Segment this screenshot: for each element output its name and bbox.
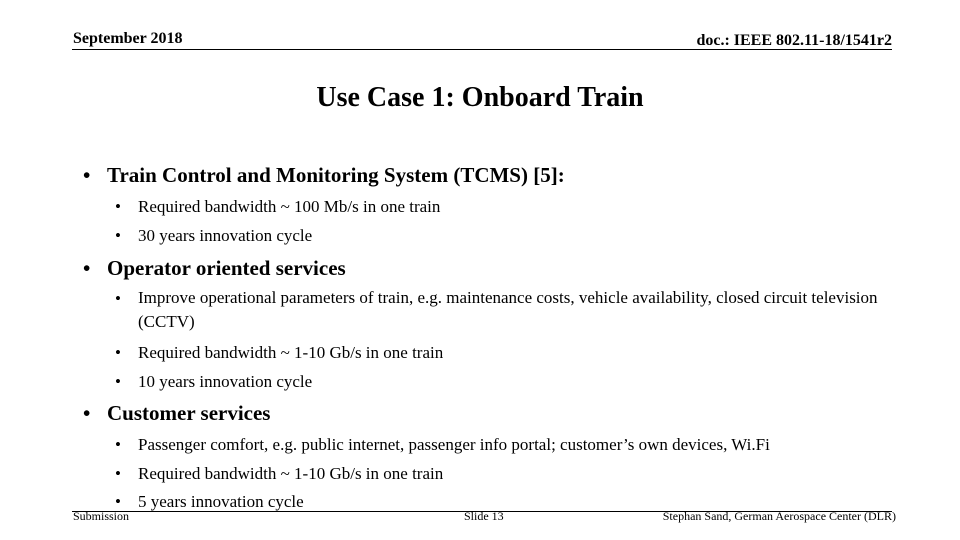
- list-item: Required bandwidth ~ 100 Mb/s in one train: [138, 197, 441, 216]
- list-item: Improve operational parameters of train, e.g. maintenance costs, vehicle availability, closed circuit television (CCTV): [138, 288, 878, 331]
- section-heading-customer: Customer services: [107, 401, 271, 425]
- bullet-icon: •: [115, 289, 121, 308]
- header-rule: [72, 49, 892, 50]
- bullet-icon: •: [83, 401, 91, 425]
- slide-title: Use Case 1: Onboard Train: [316, 82, 644, 113]
- footer-submission: Submission: [73, 509, 130, 523]
- list-item: Required bandwidth ~ 1-10 Gb/s in one train: [138, 464, 444, 483]
- slide-number: Slide 13: [464, 509, 504, 523]
- bullet-icon: •: [83, 163, 91, 187]
- list-item: 10 years innovation cycle: [138, 372, 313, 391]
- bullet-icon: •: [115, 372, 121, 391]
- list-item: 30 years innovation cycle: [138, 226, 313, 245]
- list-item: Passenger comfort, e.g. public internet, passenger info portal; customer’s own devices, Wi.Fi: [138, 435, 770, 454]
- section-heading-operator: Operator oriented services: [107, 256, 346, 280]
- list-item: Required bandwidth ~ 1-10 Gb/s in one train: [138, 343, 444, 362]
- bullet-icon: •: [115, 464, 121, 483]
- bullet-icon: •: [115, 492, 121, 511]
- bullet-icon: •: [115, 226, 121, 245]
- footer-author: Stephan Sand, German Aerospace Center (DLR): [662, 509, 896, 523]
- header-doc-id: doc.: IEEE 802.11-18/1541r2: [696, 32, 892, 49]
- bullet-icon: •: [115, 197, 121, 216]
- section-heading-tcms: Train Control and Monitoring System (TCMS) [5]:: [107, 163, 565, 187]
- bullet-icon: •: [83, 256, 91, 280]
- bullet-icon: •: [115, 435, 121, 454]
- header-date: September 2018: [73, 30, 183, 47]
- list-item: 5 years innovation cycle: [138, 492, 304, 511]
- bullet-icon: •: [115, 343, 121, 362]
